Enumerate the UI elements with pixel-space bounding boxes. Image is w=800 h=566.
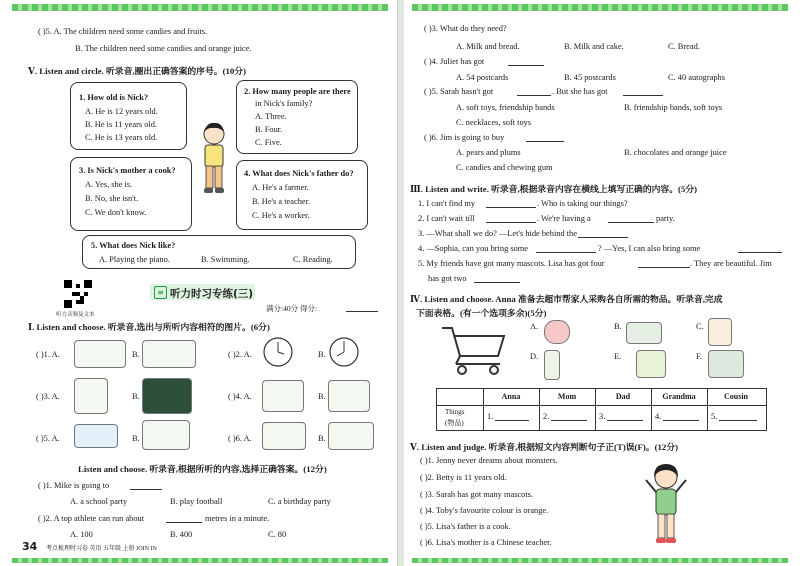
sec3-line1-a: 1. I can't find my [418, 199, 476, 208]
sec1-item-3a[interactable]: ( )3. A. [36, 392, 60, 401]
bubble-2-c: C. Five. [255, 138, 282, 147]
section-iii-title: Ⅲ. Listen and write. 听录音,根据录音内容在横线上填写正确的内容。(5分) [410, 184, 698, 194]
right-q4-blank[interactable] [508, 57, 544, 66]
sec2-q1-c: C. a birthday party [268, 497, 331, 506]
right-q6-c: C. candies and chewing gum [456, 163, 553, 172]
bubble-5-question: 5. What does Nick like? [91, 241, 176, 250]
judge-item-2[interactable]: ( )2. Betty is 11 years old. [420, 473, 507, 482]
footer-text-left: 考点梳理时习卷 英语 五年级 上册 JOIN IN [46, 546, 157, 552]
answer-table [436, 388, 767, 431]
top-band-left [12, 4, 388, 11]
sec1-item-4b[interactable]: B. [318, 392, 326, 401]
sec3-line4-b: ? —Yes, I can also bring some [598, 244, 701, 253]
ice-cream-picture [708, 318, 732, 346]
sec3-line2-a: 2. I can't wait till [418, 214, 475, 223]
section-v-title-left: Ⅴ. Listen and circle. 听录音,圈出正确答案的序号。(10分) [28, 66, 247, 76]
table-cell-5-blank[interactable] [719, 412, 757, 421]
bubble-1 [70, 82, 187, 150]
girl-illustration [644, 462, 688, 552]
sec3-line4-a: 4. —Sophia, can you bring some [418, 244, 529, 253]
table-cell-3[interactable]: 3. [599, 412, 606, 421]
clock-icon-2a [262, 336, 294, 368]
right-q5: ( )5. Sarah hasn't got [424, 87, 494, 96]
milk-bottle-picture [544, 350, 560, 380]
bubble-2-question-cont: in Nick's family? [255, 99, 313, 108]
sec3-line5-blank-1[interactable] [638, 259, 690, 268]
section-i-title: Ⅰ. Listen and choose. 听录音,选出与所听内容相符的图片。(6分) [28, 322, 270, 332]
sec1-item-6a[interactable]: ( )6. A. [228, 434, 252, 443]
table-cell-3-blank[interactable] [607, 412, 643, 421]
right-q5-a: A. soft toys, friendship bands [456, 103, 555, 112]
table-header-anna: Anna [483, 389, 540, 405]
score-blank [346, 311, 378, 312]
score-line: 满分:40分 得分: [266, 304, 318, 313]
judge-item-6[interactable]: ( )6. Lisa's mother is a Chinese teacher. [420, 538, 552, 547]
chocolate-picture [626, 322, 662, 344]
sec1-item-5b[interactable]: B. [132, 434, 140, 443]
sec3-line2-b: . We're having a [537, 214, 591, 223]
sec1-picture-1a [74, 340, 126, 368]
sec3-line3-blank[interactable] [578, 229, 628, 238]
bubble-1-a: A. He is 12 years old. [85, 107, 158, 116]
sec1-item-4a[interactable]: ( )4. A. [228, 392, 252, 401]
sec1-item-2a[interactable]: ( )2. A. [228, 350, 252, 359]
option-b-label: B. [614, 322, 622, 331]
bubble-4-question: 4. What does Nick's father do? [244, 169, 354, 178]
sec2-q2-b: B. 400 [170, 530, 193, 539]
sec2-q1-b: B. play football [170, 497, 223, 506]
bubble-4-a: A. He's a farmer. [252, 183, 309, 192]
bubble-5 [82, 235, 356, 269]
sec3-line2-blank-2[interactable] [608, 214, 654, 223]
bubble-5-b: B. Swimming. [201, 255, 250, 264]
bubble-4 [236, 160, 368, 230]
sec2-q2: ( )2. A top athlete can run about [38, 514, 145, 523]
option-a-label: A. [530, 322, 539, 331]
bubble-5-a: A. Playing the piano. [99, 255, 170, 264]
sec3-line2-c: party. [656, 214, 675, 223]
sec1-item-1a[interactable]: ( )1. A. [36, 350, 60, 359]
sec1-item-5a[interactable]: ( )5. A. [36, 434, 60, 443]
sec3-line5-c: has got two [428, 274, 467, 283]
right-q3-c: C. Bread. [668, 42, 700, 51]
right-q4-a: A. 54 postcards [456, 73, 509, 82]
unit-title-icon: ≡ [154, 286, 167, 299]
sec3-line4-blank-1[interactable] [536, 244, 596, 253]
shopping-cart-icon [440, 322, 510, 376]
unit-title: 听力时习专练(三) [170, 288, 254, 300]
pears-picture [636, 350, 666, 378]
bubble-3 [70, 157, 192, 231]
option-c-label: C. [696, 322, 704, 331]
sec3-line1-blank[interactable] [486, 199, 536, 208]
section-iv-title-cont: 下面表格。(有一个选项多余)(5分) [416, 308, 547, 318]
right-q5-blank-1[interactable] [517, 87, 551, 96]
sec1-item-1b[interactable]: B. [132, 350, 140, 359]
right-q5-b: B. friendship bands, soft toys [624, 103, 723, 112]
option-f-label: F. [696, 352, 703, 361]
sec1-picture-6b [328, 422, 374, 450]
sec3-line3: 3. —What shall we do? —Let's hide behind the [418, 229, 577, 238]
table-cell-2[interactable]: 2. [543, 412, 550, 421]
sec3-line5-a: 5. My friends have got many mascots. Lisa has got four [418, 259, 605, 268]
bubble-3-c: C. We don't know. [85, 208, 147, 217]
page-spine [397, 0, 404, 566]
table-header-grandma: Grandma [651, 389, 708, 405]
sec2-q2-blank[interactable] [166, 514, 202, 523]
judge-item-3[interactable]: ( )3. Sarah has got many mascots. [420, 490, 534, 499]
section-ii-title: Listen and choose. 听录音,根据所听的内容,选择正确答案。(12分) [78, 464, 327, 474]
left-q5-option-a: ( )5. A. The children need some candies and fruits. [38, 27, 208, 36]
section-iv-title: Ⅳ. Listen and choose. Anna 准备去超市帮家人采购各自所需的物品。听录音,完成 [410, 294, 723, 304]
bubble-5-c: C. Reading. [293, 255, 333, 264]
option-e-label: E. [614, 352, 622, 361]
table-header-dad: Dad [595, 389, 652, 405]
bubble-4-b: B. He's a teacher. [252, 197, 311, 206]
bubble-2 [236, 80, 358, 154]
sec3-line2-blank-1[interactable] [486, 214, 536, 223]
table-cell-2-blank[interactable] [551, 412, 587, 421]
clock-icon-2b [328, 336, 360, 368]
sec3-line5-b: . They are beautiful. Jim [690, 259, 772, 268]
right-q4-c: C. 40 autographs [668, 73, 725, 82]
sec2-q1-a: A. a school party [70, 497, 128, 506]
table-cell-4[interactable]: 4. [655, 412, 662, 421]
bubble-2-a: A. Three. [255, 112, 287, 121]
bottom-band-left [12, 558, 388, 563]
table-row-label: Things [445, 408, 465, 416]
qr-code [64, 280, 92, 308]
sec2-q2-c: C. 80 [268, 530, 287, 539]
bubble-3-b: B. No, she isn't. [85, 194, 139, 203]
judge-item-5[interactable]: ( )5. Lisa's father is a cook. [420, 522, 511, 531]
table-cell-4-blank[interactable] [663, 412, 699, 421]
strawberry-picture [544, 320, 570, 344]
table-row-things [437, 405, 766, 427]
page-number-left: 34 [22, 540, 38, 553]
right-q6-blank[interactable] [526, 133, 564, 142]
sec1-picture-1b [142, 340, 196, 368]
right-q3-a: A. Milk and bread. [456, 42, 520, 51]
sec2-q1-blank[interactable] [130, 481, 162, 490]
sec2-q1: ( )1. Mike is going to [38, 481, 110, 490]
bubble-3-question: 3. Is Nick's mother a cook? [79, 166, 176, 175]
sec1-picture-3a [74, 378, 108, 414]
option-d-label: D. [530, 352, 539, 361]
bubble-1-b: B. He is 11 years old. [85, 120, 158, 129]
bubble-2-question: 2. How many people are there [244, 87, 351, 96]
sec1-picture-5a [74, 424, 118, 448]
bottom-band-right [412, 558, 788, 563]
right-q3: ( )3. What do they need? [424, 24, 507, 33]
bubble-1-question: 1. How old is Nick? [79, 93, 149, 102]
chewing-gum-picture [708, 350, 744, 378]
right-q5-mid: . But she has got [552, 87, 608, 96]
table-cell-1-blank[interactable] [495, 412, 529, 421]
sec1-item-3b[interactable]: B. [132, 392, 140, 401]
top-band-right [412, 4, 788, 11]
right-q6: ( )6. Jim is going to buy [424, 133, 505, 142]
right-q5-blank-2[interactable] [623, 87, 663, 96]
table-row-label-cn: (物品) [445, 419, 464, 427]
table-cell-1[interactable]: 1. [487, 412, 494, 421]
nick-boy-illustration [195, 120, 233, 202]
sec1-picture-4a [262, 380, 304, 412]
sec1-picture-3b [142, 378, 192, 414]
judge-item-4[interactable]: ( )4. Toby's favourite colour is orange. [420, 506, 549, 515]
bubble-4-c: C. He's a worker. [252, 211, 310, 220]
right-q4: ( )4. Juliet has got [424, 57, 485, 66]
sec1-item-6b[interactable]: B. [318, 434, 326, 443]
right-q6-b: B. chocolates and orange juice [624, 148, 727, 157]
sec3-line4-blank-2[interactable] [738, 244, 782, 253]
bubble-3-a: A. Yes, she is. [85, 180, 133, 189]
left-q5-option-b: B. The children need some candies and orange juice. [75, 44, 252, 53]
right-q4-b: B. 45 postcards [564, 73, 616, 82]
sec1-picture-6a [262, 422, 306, 450]
section-v-title-right: Ⅴ. Listen and judge. 听录音,根据短文内容判断句子正(T)误(F)。(12分) [410, 442, 679, 452]
sec1-picture-4b [328, 380, 370, 412]
sec3-line1-b: . Who is taking our things? [537, 199, 628, 208]
right-q6-a: A. pears and plums [456, 148, 521, 157]
right-q3-b: B. Milk and cake. [564, 42, 624, 51]
bubble-1-c: C. He is 13 years old. [85, 133, 158, 142]
right-q5-c: C. necklaces, soft toys [456, 118, 532, 127]
sec3-line5-blank-2[interactable] [474, 274, 520, 283]
bubble-2-b: B. Four. [255, 125, 283, 134]
sec2-q2-tail: metres in a minute. [205, 514, 270, 523]
table-cell-5[interactable]: 5. [711, 412, 718, 421]
sec2-q2-a: A. 100 [70, 530, 93, 539]
sec1-picture-5b [142, 420, 190, 450]
table-header-cousin: Cousin [723, 392, 748, 401]
judge-item-1[interactable]: ( )1. Jenny never dreams about monsters. [420, 456, 558, 465]
qr-caption: 听力音频及文本 [56, 312, 95, 318]
sec1-item-2b[interactable]: B. [318, 350, 326, 359]
table-header-mom: Mom [539, 389, 596, 405]
